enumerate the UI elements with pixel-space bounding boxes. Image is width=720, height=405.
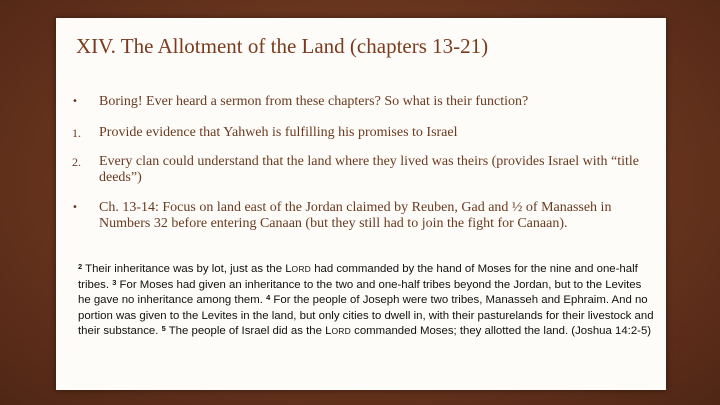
number-marker: 2. (72, 155, 81, 169)
slide-card (56, 18, 666, 390)
verse-number: 4 (266, 293, 271, 302)
small-caps-lord: ORD (291, 264, 312, 274)
verse-number: 2 (78, 262, 83, 271)
bullet-item-ch13-14 (72, 200, 644, 232)
verse-text: had commanded by the hand of Moses for the nine and one-half tribes. (78, 263, 638, 291)
numbered-text: Provide evidence that Yahweh is fulfilling his promises to Israel (99, 125, 458, 140)
verse-text: commanded Moses; they allotted the land. (Joshua 14:2-5) (350, 325, 652, 337)
verse-text: Their inheritance was by lot, just as the L (82, 263, 292, 275)
verse-number: 3 (112, 277, 117, 287)
verse-text: The people of Israel did as the L (165, 325, 332, 337)
bullet-marker: • (72, 202, 78, 213)
scripture-quote (78, 262, 656, 340)
numbered-item-2 (72, 154, 644, 186)
small-caps-lord: ORD (331, 326, 351, 336)
number-marker: 1. (72, 126, 81, 140)
numbered-text: Every clan could understand that the land where they lived was theirs (provides Israel with “title deeds”) (99, 154, 639, 185)
bullet-text: Ch. 13-14: Focus on land east of the Jordan claimed by Reuben, Gad and ½ of Manasseh in Numbers 32 before entering Canaan (but they still had to join the fight for Canaan). (99, 200, 612, 231)
slide-title: XIV. The Allotment of the Land (chapters 13-21) (76, 34, 489, 58)
bullet-text: Boring! Ever heard a sermon from these chapters? So what is their function? (99, 94, 529, 109)
bullet-marker: • (72, 96, 78, 107)
verse-number: 5 (161, 324, 166, 333)
bullet-item-boring (72, 94, 644, 110)
verse-text: For the people of Joseph were two tribes, Manasseh and Ephraim. And no portion was given to the Levites in the land, but only cities to dwell in, with their pasturelands for their livestock and their substance. (78, 294, 654, 337)
numbered-item-1 (72, 125, 644, 141)
verse-text: For Moses had given an inheritance to the two and one-half tribes beyond the Jordan, but to the Levites he gave no inheritance among them. (78, 278, 642, 306)
